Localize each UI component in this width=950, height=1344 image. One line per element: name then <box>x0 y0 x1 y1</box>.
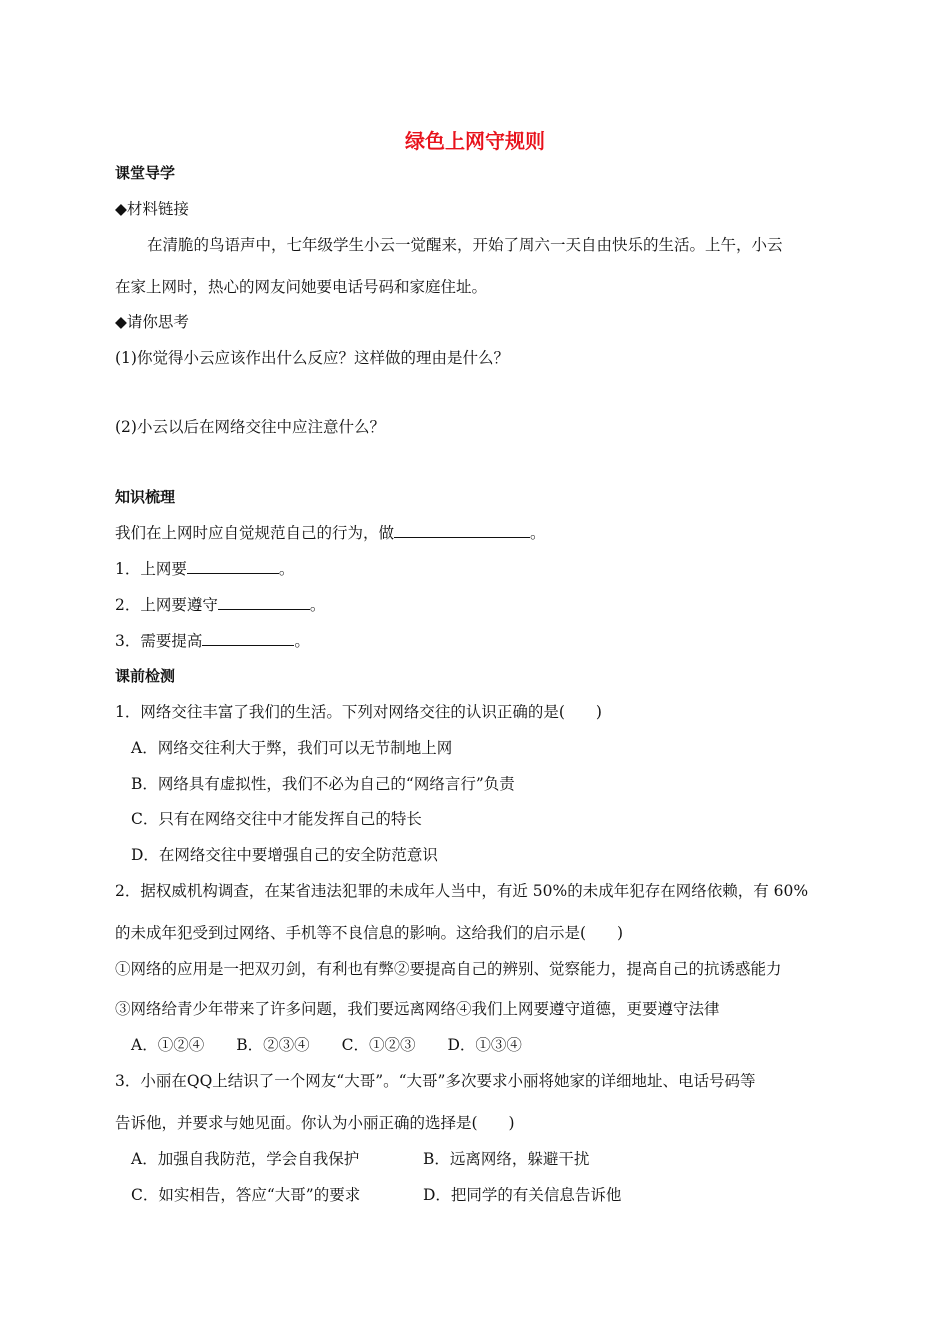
think-question-2: (2)小云以后在网络交往中应注意什么？ <box>115 418 385 436</box>
knowledge-item-2-end: 。 <box>309 596 326 614</box>
fill-blank[interactable] <box>187 557 279 574</box>
question-3-stem-line-2: 告诉他，并要求与她见面。你认为小丽正确的选择是( ) <box>115 1114 515 1132</box>
question-3-stem-line-1: 3．小丽在QQ上结识了一个网友“大哥”。“大哥”多次要求小丽将她家的详细地址、电话号码等 <box>115 1072 756 1090</box>
question-2-stem-line-2: 的未成年犯受到过网络、手机等不良信息的影响。这给我们的启示是( ) <box>115 924 624 942</box>
knowledge-item-2-text: 2．上网要遵守 <box>115 596 218 614</box>
question-3-option-c: C．如实相告，答应“大哥”的要求 <box>131 1186 361 1204</box>
question-2-option-a: A．①②④ <box>131 1036 205 1054</box>
question-1-stem: 1．网络交往丰富了我们的生活。下列对网络交往的认识正确的是( ) <box>115 703 602 721</box>
subheading-material: ◆材料链接 <box>115 200 189 218</box>
question-3-option-b: B．远离网络，躲避干扰 <box>423 1150 590 1168</box>
knowledge-intro-end: 。 <box>530 524 546 542</box>
think-question-1: (1)你觉得小云应该作出什么反应？这样做的理由是什么？ <box>115 349 509 367</box>
knowledge-intro <box>115 521 546 544</box>
section-heading-knowledge: 知识梳理 <box>115 488 176 506</box>
material-paragraph-line-2: 在家上网时，热心的网友问她要电话号码和家庭住址。 <box>115 278 488 296</box>
question-2-statements-line-2: ③网络给青少年带来了许多问题，我们要远离网络④我们上网要遵守道德，更要遵守法律 <box>115 1000 720 1018</box>
question-2-option-d: D．①③④ <box>447 1036 522 1054</box>
knowledge-intro-text: 我们在上网时应自觉规范自己的行为，做 <box>115 524 395 542</box>
question-2-options <box>131 1034 522 1056</box>
question-1-option-b: B．网络具有虚拟性，我们不必为自己的“网络言行”负责 <box>131 775 515 793</box>
fill-blank[interactable] <box>218 593 310 610</box>
question-2-statements-line-1: ①网络的应用是一把双刃剑，有利也有弊②要提高自己的辨别、觉察能力，提高自己的抗诱惑能力 <box>115 960 782 978</box>
question-2-option-c: C．①②③ <box>341 1036 416 1054</box>
knowledge-item-2 <box>115 593 325 616</box>
section-heading-guide: 课堂导学 <box>115 164 176 182</box>
material-paragraph-line-1: 在清脆的鸟语声中，七年级学生小云一觉醒来，开始了周六一天自由快乐的生活。上午，小云 <box>147 236 783 254</box>
question-2-stem-line-1: 2．据权威机构调查，在某省违法犯罪的未成年人当中，有近 50%的未成年犯存在网络依赖，有 60% <box>115 882 809 900</box>
knowledge-item-3-end: 。 <box>294 632 310 650</box>
question-1-option-a: A．网络交往利大于弊，我们可以无节制地上网 <box>131 739 453 757</box>
page-title: 绿色上网守规则 <box>405 129 545 153</box>
subheading-think: ◆请你思考 <box>115 313 189 331</box>
knowledge-item-1 <box>115 557 294 580</box>
question-1-option-c: C．只有在网络交往中才能发挥自己的特长 <box>131 810 422 828</box>
knowledge-item-3 <box>115 629 310 652</box>
question-2-option-b: B．②③④ <box>236 1036 310 1054</box>
knowledge-item-1-end: 。 <box>278 560 295 578</box>
question-3-option-a: A．加强自我防范，学会自我保护 <box>131 1150 360 1168</box>
question-1-option-d: D．在网络交往中要增强自己的安全防范意识 <box>131 846 438 864</box>
knowledge-item-1-text: 1．上网要 <box>115 560 187 578</box>
question-3-option-d: D．把同学的有关信息告诉他 <box>423 1186 622 1204</box>
section-heading-pretest: 课前检测 <box>115 667 176 685</box>
fill-blank[interactable] <box>202 629 294 646</box>
knowledge-item-3-text: 3．需要提高 <box>115 632 203 650</box>
fill-blank[interactable] <box>394 521 530 538</box>
